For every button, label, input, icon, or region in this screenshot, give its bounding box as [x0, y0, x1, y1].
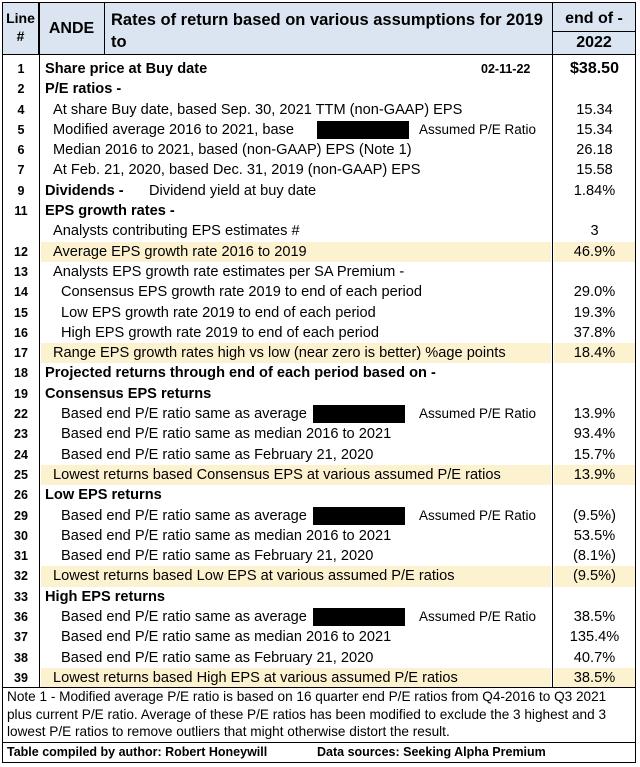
row-label-cell — [41, 384, 551, 404]
line-number: 19 — [14, 386, 28, 401]
row-label-cell — [41, 668, 551, 688]
row-value: 1.84% — [573, 182, 616, 199]
row-label: Analysts contributing EPS estimates # — [53, 223, 300, 240]
line-number: 33 — [14, 589, 28, 604]
line-number: 9 — [17, 183, 25, 198]
buy-date: 02-11-22 — [481, 62, 531, 76]
table-row — [3, 262, 635, 282]
end-year: 2022 — [553, 31, 635, 54]
row-label-cell — [41, 566, 551, 586]
line-number: 17 — [14, 346, 28, 361]
row-label-cell — [41, 181, 551, 201]
row-label-cell — [41, 262, 551, 282]
row-label-cell — [41, 140, 551, 160]
table-row — [3, 140, 635, 160]
row-value: 18.4% — [554, 343, 635, 363]
line-number: 26 — [14, 488, 28, 503]
row-label: At Feb. 21, 2020, based Dec. 31, 2019 (non-GAAP) EPS — [53, 162, 421, 179]
row-label: Based end P/E ratio same as median 2016 to 2021 — [61, 629, 392, 646]
table-row — [3, 465, 635, 485]
line-number: 6 — [17, 143, 25, 158]
returns-table — [2, 2, 636, 763]
table-row — [3, 363, 635, 383]
row-label-cell — [41, 221, 551, 241]
row-label-cell — [41, 201, 551, 221]
line-number: 1 — [17, 62, 25, 76]
table-row — [3, 404, 635, 424]
row-label: Based end P/E ratio same as February 21, 2020 — [61, 446, 374, 463]
header-end-column — [553, 3, 635, 55]
end-label: end of - — [565, 10, 623, 27]
row-value: 15.7% — [573, 446, 616, 463]
table-row — [3, 566, 635, 586]
row-value: 53.5% — [573, 527, 616, 544]
row-value: (9.5%) — [554, 566, 635, 586]
row-value: (8.1%) — [573, 548, 616, 565]
row-label-cell — [41, 648, 551, 668]
line-number: 5 — [17, 122, 25, 137]
row-label: P/E ratios - — [45, 81, 122, 98]
row-label: EPS growth rates - — [45, 203, 175, 220]
row-label: Low EPS growth rate 2019 to end of each period — [61, 304, 376, 321]
row-label-cell — [41, 424, 551, 444]
row-label-cell — [41, 160, 551, 180]
row-label-cell — [41, 627, 551, 647]
author-credit: Table compiled by author: Robert Honeywill — [7, 745, 268, 759]
table-body — [3, 59, 635, 688]
footnote: Note 1 - Modified average P/E ratio is based on 16 quarter end P/E ratios from Q4-2016 to Q3 2021 plus current P/E ratio. Average of these P/E ratios has been modified to exclude the 3 highest and 3 lowest P/E ratios to remove outliers that might otherwise distort the result. — [3, 687, 635, 741]
redaction-block — [313, 608, 405, 626]
row-label: At share Buy date, based Sep. 30, 2021 TTM (non-GAAP) EPS — [53, 101, 463, 118]
row-label: Consensus EPS returns — [45, 385, 212, 402]
row-value: 135.4% — [569, 629, 620, 646]
row-label-cell — [41, 343, 551, 363]
row-label: Based end P/E ratio same as median 2016 to 2021 — [61, 426, 392, 443]
row-label-cell — [41, 303, 551, 323]
table-row — [3, 384, 635, 404]
table-row — [3, 485, 635, 505]
line-number: 24 — [14, 447, 28, 462]
table-row — [3, 242, 635, 262]
table-row — [3, 506, 635, 526]
table-row — [3, 607, 635, 627]
table-row — [3, 282, 635, 302]
line-number: 30 — [14, 528, 28, 543]
row-label: Lowest returns based Consensus EPS at various assumed P/E ratios — [53, 466, 501, 483]
table-row — [3, 668, 635, 688]
row-value: 46.9% — [554, 242, 635, 262]
table-row — [3, 160, 635, 180]
row-label-cell — [41, 465, 551, 485]
row-label: Analysts EPS growth rate estimates per SA Premium - — [53, 263, 405, 280]
assumed-pe-note: Assumed P/E Ratio — [419, 609, 537, 625]
table-row — [3, 526, 635, 546]
table-row — [3, 587, 635, 607]
line-number: 23 — [14, 427, 28, 442]
row-label-cell — [41, 282, 551, 302]
row-label: Consensus EPS growth rate 2019 to end of each period — [61, 284, 423, 301]
line-hash: # — [16, 28, 25, 44]
row-value — [554, 384, 635, 404]
row-label-cell — [41, 506, 551, 526]
row-value: 26.18 — [576, 142, 613, 159]
line-number: 7 — [17, 163, 25, 178]
row-label: Low EPS returns — [45, 487, 162, 504]
credit-line — [3, 742, 635, 761]
row-value: 38.5% — [573, 609, 616, 626]
row-label: Average EPS growth rate 2016 to 2019 — [53, 243, 307, 260]
line-number: 16 — [14, 325, 28, 340]
redaction-block — [313, 405, 405, 423]
row-label: Lowest returns based Low EPS at various assumed P/E ratios — [53, 568, 455, 585]
row-value: 40.7% — [573, 649, 616, 666]
row-value: 13.9% — [554, 465, 635, 485]
table-row — [3, 323, 635, 343]
row-value: $38.50 — [570, 60, 619, 77]
table-row — [3, 343, 635, 363]
line-number: 12 — [14, 244, 28, 259]
line-number: 18 — [14, 366, 28, 381]
redaction-block — [313, 507, 405, 525]
row-label: Lowest returns based High EPS at various assumed P/E ratios — [53, 669, 458, 686]
table-header — [3, 3, 635, 55]
line-number: 29 — [14, 508, 28, 523]
line-number: 14 — [14, 285, 28, 300]
row-value — [554, 587, 635, 607]
row-value: 15.34 — [576, 121, 613, 138]
row-value: 93.4% — [573, 426, 616, 443]
row-value: 37.8% — [573, 324, 616, 341]
row-label-cell — [41, 587, 551, 607]
row-label: Based end P/E ratio same as average — [61, 507, 307, 524]
table-row — [3, 59, 635, 79]
row-value: 29.0% — [573, 284, 616, 301]
row-label-cell — [41, 59, 551, 79]
table-row — [3, 120, 635, 140]
table-row — [3, 546, 635, 566]
table-title: Rates of return based on various assumptions for 2019 to — [105, 3, 553, 55]
row-label-cell — [41, 404, 551, 424]
line-number: 36 — [14, 610, 28, 625]
row-value: 15.34 — [576, 101, 613, 118]
line-number: 22 — [14, 407, 28, 422]
line-number: 11 — [14, 204, 28, 219]
line-number: 15 — [14, 305, 28, 320]
row-value — [554, 485, 635, 505]
line-number: 38 — [14, 650, 28, 665]
row-label: Based end P/E ratio same as February 21, 2020 — [61, 548, 374, 565]
table-row — [3, 648, 635, 668]
row-label: Based end P/E ratio same as average — [61, 406, 307, 423]
table-row — [3, 424, 635, 444]
line-number: 37 — [14, 630, 28, 645]
row-label-cell — [41, 526, 551, 546]
line-number: 2 — [17, 82, 25, 97]
line-number: 31 — [14, 549, 28, 564]
row-label-cell — [41, 607, 551, 627]
row-label: Dividends - — [45, 182, 124, 199]
row-label: Based end P/E ratio same as average — [61, 609, 307, 626]
row-label-cell — [41, 363, 551, 383]
table-row — [3, 100, 635, 120]
header-line-column — [3, 3, 39, 55]
line-number: 13 — [14, 264, 28, 279]
ticker: ANDE — [39, 3, 105, 55]
line-number: 25 — [14, 467, 28, 482]
row-value — [554, 262, 635, 282]
row-label-cell — [41, 79, 551, 99]
row-value: 38.5% — [554, 668, 635, 688]
row-label-cell — [41, 485, 551, 505]
assumed-pe-note: Assumed P/E Ratio — [419, 121, 537, 137]
row-value — [554, 201, 635, 221]
assumed-pe-note: Assumed P/E Ratio — [419, 507, 537, 523]
row-label: Projected returns through end of each period based on - — [45, 365, 436, 382]
line-label: Line — [6, 10, 35, 26]
row-label-cell — [41, 546, 551, 566]
row-value — [554, 79, 635, 99]
row-label: Modified average 2016 to 2021, base — [53, 121, 294, 138]
row-value: 15.58 — [576, 162, 613, 179]
table-row — [3, 627, 635, 647]
row-label: Range EPS growth rates high vs low (near zero is better) %age points — [53, 345, 506, 362]
row-label-cell — [41, 120, 551, 140]
row-value — [554, 363, 635, 383]
row-label: High EPS growth rate 2019 to end of each period — [61, 324, 380, 341]
row-value: 19.3% — [573, 304, 616, 321]
row-sublabel: Dividend yield at buy date — [149, 182, 317, 199]
table-row — [3, 445, 635, 465]
row-label: Median 2016 to 2021, based (non-GAAP) EPS (Note 1) — [53, 142, 412, 159]
row-label-cell — [41, 100, 551, 120]
row-label-cell — [41, 242, 551, 262]
row-label: Share price at Buy date — [45, 61, 208, 77]
redaction-block — [317, 121, 409, 139]
data-sources: Data sources: Seeking Alpha Premium — [317, 745, 546, 759]
row-label: High EPS returns — [45, 588, 166, 605]
row-value: 3 — [590, 223, 599, 240]
row-label: Based end P/E ratio same as February 21, 2020 — [61, 649, 374, 666]
table-row — [3, 79, 635, 99]
row-value: 13.9% — [573, 406, 616, 423]
table-row — [3, 221, 635, 241]
row-label: Based end P/E ratio same as median 2016 to 2021 — [61, 527, 392, 544]
row-label-cell — [41, 445, 551, 465]
table-row — [3, 303, 635, 323]
line-number: 32 — [14, 569, 28, 584]
row-label-cell — [41, 323, 551, 343]
line-number: 39 — [14, 670, 28, 685]
table-row — [3, 181, 635, 201]
row-value: (9.5%) — [573, 507, 616, 524]
line-number: 4 — [17, 102, 25, 117]
assumed-pe-note: Assumed P/E Ratio — [419, 406, 537, 422]
table-row — [3, 201, 635, 221]
